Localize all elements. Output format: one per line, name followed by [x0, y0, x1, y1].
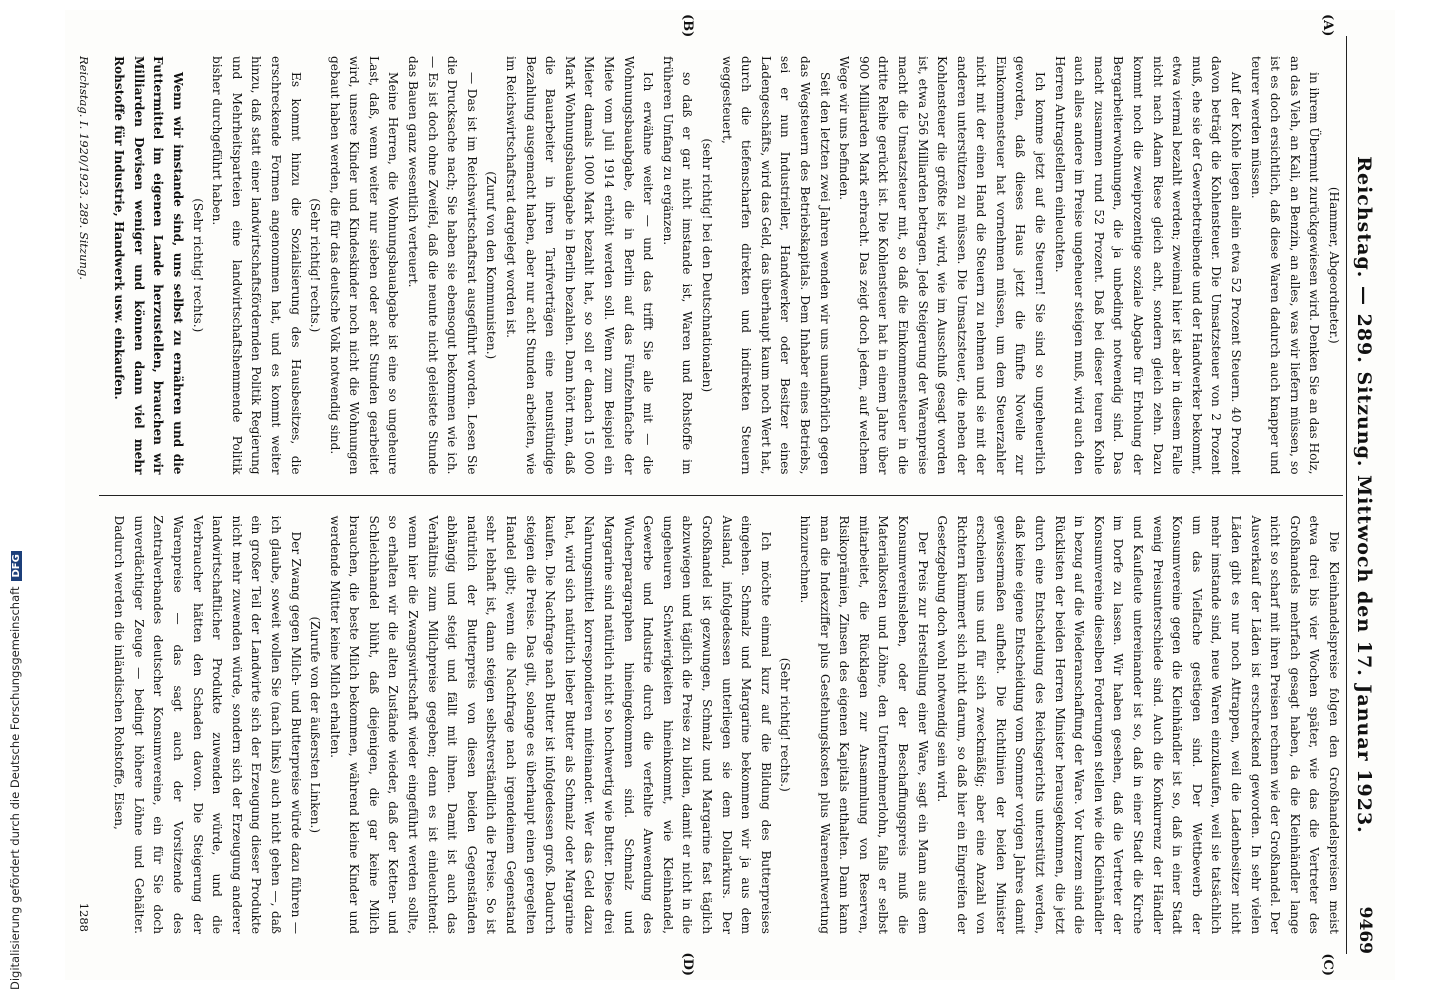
page-header	[1346, 36, 1381, 954]
left-column	[99, 36, 1343, 495]
document-page	[65, 10, 1395, 980]
interjection: (sehr richtig! bei den Deutschnationalen)	[700, 138, 714, 393]
column-mark-c: (C)	[1320, 953, 1335, 976]
column-mark-a: (A)	[1320, 14, 1335, 37]
footer-source: Reichstag. I. 1920/1923. 289. Sitzung.	[77, 56, 91, 280]
dfg-logo: DFG	[11, 551, 22, 580]
interjection: (Sehr richtig! rechts.)	[308, 198, 323, 333]
text-columns	[99, 36, 1343, 954]
right-column	[99, 495, 1343, 955]
paragraph: Meine Herren, die Wohnungsbauabgabe ist eine so ungeheure Last, daß, wenn weiter nur sieben oder acht Stunden gearbeitet wird, unsere Kinder und Kindeskinder noch nicht die Wohnungen gebaut haben werden, die für das deutsche Volk notwendig sind.	[327, 56, 401, 475]
page-number: 9469	[1355, 906, 1375, 954]
paragraph: Der Zwang gegen Milch- und Butterpreise würde dazu führen — ich glaube, soweit wollen Sie (nach links) auch nicht gehen —, daß ein großer Teil der Landwirte sich der Erzeugung dieser Produkte nicht mehr zuwenden würde, sondern sich der Erzeugung anderer landwirtschaftlicher Produkte zuwenden würde, und die Verbraucher hätten den Schaden davon. Die Steigerung der Warenpreise — das sagt auch der Vorsitzende des Zentralverbandes deutscher Konsumvereine, ein für Sie doch unverdächtiger Zeuge — bedingt höhere Löhne und Gehälter. Dadurch werden die inländischen Rohstoffe, Eisen,	[112, 515, 303, 934]
paragraph: Ich komme jetzt auf die Steuern! Sie sind so ungeheuerlich geworden, daß dieses Haus jetzt die fünfte Novelle zur Einkommensteuer hat vornehmen müssen, um dem Steuerzahler nicht mit der einen Hand die Steuern zu nehmen und sie mit der anderen unterstützen zu müssen. Die Umsatzsteuer, die neben der Kohlensteuer die größte ist, wird, wie im Ausschuß gesagt worden ist, etwa 256 Milliarden betragen. Jede Steigerung der Warenpreise macht die Umsatzsteuer mit, so daß die Einkommensteuer in die dritte Reihe gerückt ist. Die Kohlensteuer hat in einem Jahre über 900 Milliarden Mark erbracht. Das zeigt doch jedem, auf welchem Wege wir uns befinden.	[837, 56, 1048, 475]
paragraph: Auf der Kohle liegen allein etwa 52 Prozent Steuern. 40 Prozent davon beträgt die Kohlensteuer. Die Umsatzsteuer von 2 Prozent muß, ehe sie der Gewerbetreibende und der Handwerker bekommt, etwa viermal bezahlt werden; zweimal hier ist aber in diesem Falle nicht nach Adam Riese gleich acht, sondern gleich zehn. Dazu kommt noch die zweiprozentige soziale Abgabe für Erholung der Bergarbeiterwohnungen, die ja unbedingt notwendig sind. Das macht zusammen rund 52 Prozent. Daß bei dieser teuren Kohle auch alles andere im Preise ungeheuer steigen muß, wird auch den Herren Antragstellern einleuchten.	[1052, 56, 1244, 475]
paragraph: Die Kleinhandelspreise folgen den Großhandelspreisen meist etwa drei bis vier Wochen später, wie das die Vertreter des Großhandels mehrfach gesagt haben, da die Kleinhändler lange nicht so scharf mit ihren Preisen rechnen wie der Großhandel. Der Ausverkauf der Läden ist erschreckend geworden. In sehr vielen Läden gibt es nur noch Attrappen, weil die Ladenbesitzer nicht mehr imstande sind, neue Waren einzukaufen, weil sie tatsächlich um das Vielfache gestiegen sind. Der Wettbewerb der Konsumvereine gegen die Kleinhändler ist so, daß in einer Stadt wenig Preisunterschiede sind. Auch die Konkurrenz der Händler und Kaufleute untereinander ist so, daß in einer Stadt die Kirche im Dorfe zu lassen. Wir haben gesehen, daß die Vertreter der Konsumvereine dieselben Forderungen stellen wie die Kleinhändler in bezug auf die Wiederanschaffung der Ware. Vor kurzem sind die Rücklisten der beiden Herren Minister herausgekommen, die jetzt durch eine Entscheidung des Reichsgerichts unterstützt werden, daß keine eigene Entscheidung vom Sommer vorigen Jahres damit gewissermaßen aufhebt. Die Richtlinien der beiden Minister erscheinen uns und für sich zweckmäßig; aber eine Anzahl von Richtern kümmert sich nicht darum, so daß hier ein Eingreifen der Gesetzgebung doch wohl notwendig sein wird.	[935, 515, 1341, 934]
footer-number: 1288	[77, 902, 91, 932]
paragraph: in ihrem Übermut zurückgewiesen wird. Denken Sie an das Holz, an das Vieh, an Kali, an Benzin, an alles, was wir liefern müssen, so ist es doch ersichtlich, daß diese Waren dadurch auch knapper und teurer werden müssen.	[1248, 56, 1322, 475]
funding-note	[8, 551, 22, 990]
interjection: (Sehr richtig! rechts.)	[190, 198, 205, 333]
page-title: Reichstag. — 289. Sitzung. Mittwoch den 17. Januar 1923.	[1353, 156, 1375, 834]
column-mark-b: (B)	[680, 14, 695, 38]
funding-text: Digitalisierung gefördert durch die Deutsche Forschungsgemeinschaft	[8, 586, 22, 990]
paragraph: Ich möchte einmal kurz auf die Bildung des Butterpreises eingehen. Schmalz und Margarine bekommen wir ja aus dem Ausland, infolgedessen unterliegen sie dem Dollarkurs. Der Großhandel ist gezwungen, Schmalz und Margarine fast täglich abzuwiegen und täglich die Preise zu bilden, damit er nicht in die ungeheuren Schwierigkeiten hineinkommt, wie Kleinhandel, Gewerbe und Industrie durch die verfehlte Anwendung des Wucherparagraphen hineingekommen sind. Schmalz und Margarine sind natürlich nicht so hochwertig wie Butter. Diese drei Nahrungsmittel korrespondieren miteinander. Wer das Geld dazu hat, wird sich natürlich lieber Butter als Schmalz oder Margarine kaufen. Die Nachfrage nach Butter ist infolgedessen groß. Dadurch steigen die Preise. Das gilt, solange es überhaupt einen geregelten Handel gibt; wenn die Nachfrage nach irgendeinem Gegenstand sehr lebhaft ist, dann steigen selbstverständlich die Preise. So ist natürlich der Butterpreis von diesen beiden Gegenständen abhängig und steigt und fällt mit ihnen. Damit ist auch das Verhältnis zum Milchpreise gegeben; denn es ist einleuchtend: wenn hier die Zwangswirtschaft wieder eingeführt werden sollte, so erhalten wir die alten Zustände wieder, daß der Ketten- und Schleichhandel blüht, daß diejenigen, die gar keine Milch brauchen, die beste Milch bekommen, während kleine Kinder und werdende Mütter keine Milch erhalten.	[327, 515, 773, 934]
speaker-line: (Hammer, Abgeordneter.)	[1327, 186, 1341, 344]
paragraph: so daß er gar nicht imstande ist, Waren und Rohstoffe im früheren Umfang zu ergänzen.	[660, 56, 695, 475]
interjection: (Sehr richtig! rechts.)	[778, 657, 793, 792]
paragraph: Wenn wir imstande sind, uns selbst zu ernähren und die Futtermittel im eigenen Lande herzustellen, brauchen wir Milliarden Devisen weniger und können dann viel mehr Rohstoffe für Industrie, Handwerk usw. einkaufen.	[112, 56, 185, 475]
paragraph: Ich erwähne weiter — und das trifft Sie alle mit — die Wohnungsbauabgabe, die in Berlin auf das Fünfzehnfache der Miete vom Juli 1914 erhöht werden soll. Wenn zum Beispiel ein Mieter damals 1000 Mark bezahlt hat, so soll er danach 15 000 Mark Wohnungsbauabgabe in Berlin bezahlen. Dann hört man, daß die Bauarbeiter in ihren Tarifverträgen eine neunstündige Bezahlung ausgemacht haben, aber nur acht Stunden arbeiten, wie im Reichswirtschaftsrat dargelegt worden ist.	[504, 56, 656, 475]
digitization-sidebar	[0, 0, 30, 1000]
paragraph: Seit den letzten zwei Jahren wenden wir uns unaufhörlich gegen das Wegsteuern des Betriebskapitals. Dem Inhaber eines Betriebs, sei er nun Industrieller, Handwerker oder Besitzer eines Ladengeschäfts, wird das Geld, das überhaupt kaum noch Wert hat, durch die tiefenscharfen direkten und indirekten Steuern weggesteuert,	[719, 56, 832, 475]
interjection: (Zuruf von den Kommunisten.)	[484, 171, 499, 360]
paragraph: — Das ist im Reichswirtschaftsrat ausgeführt worden. Lesen Sie die Drucksache nach; Sie haben sie ebensogut bekommen wie ich. — Es ist doch ohne Zweifel, daß die neunte nicht geleistete Stunde das Bauen ganz wesentlich verteuert.	[406, 56, 479, 475]
paragraph: Der Preis zur Herstellung einer Ware, sagt ein Mann aus dem Konsumvereinsleben, oder der Beschaffungspreis muß die Materialkosten und Löhne, den Unternehmerlohn, falls er selbst mitarbeitet, die Rücklagen zur Ansammlung von Reserven, Risikoprämien, Zinsen des eigenen Kapitals enthalten. Dann kann man die Indexziffer plus Gestehungskosten plus Warenentwertung hinzurechnen.	[797, 515, 930, 934]
column-mark-d: (D)	[680, 952, 695, 976]
paragraph: Es kommt hinzu die Sozialisierung des Hausbesitzes, die erschreckende Formen angenommen hat, und es kommt weiter hinzu, daß statt einer landwirtschaftsfördernden Politik Regierung und Mehrheitsparteien eine landwirtschaftshemmende Politik bisher durchgeführt haben.	[210, 56, 303, 475]
interjection: (Zurufe von der äußersten Linken.)	[308, 616, 323, 834]
